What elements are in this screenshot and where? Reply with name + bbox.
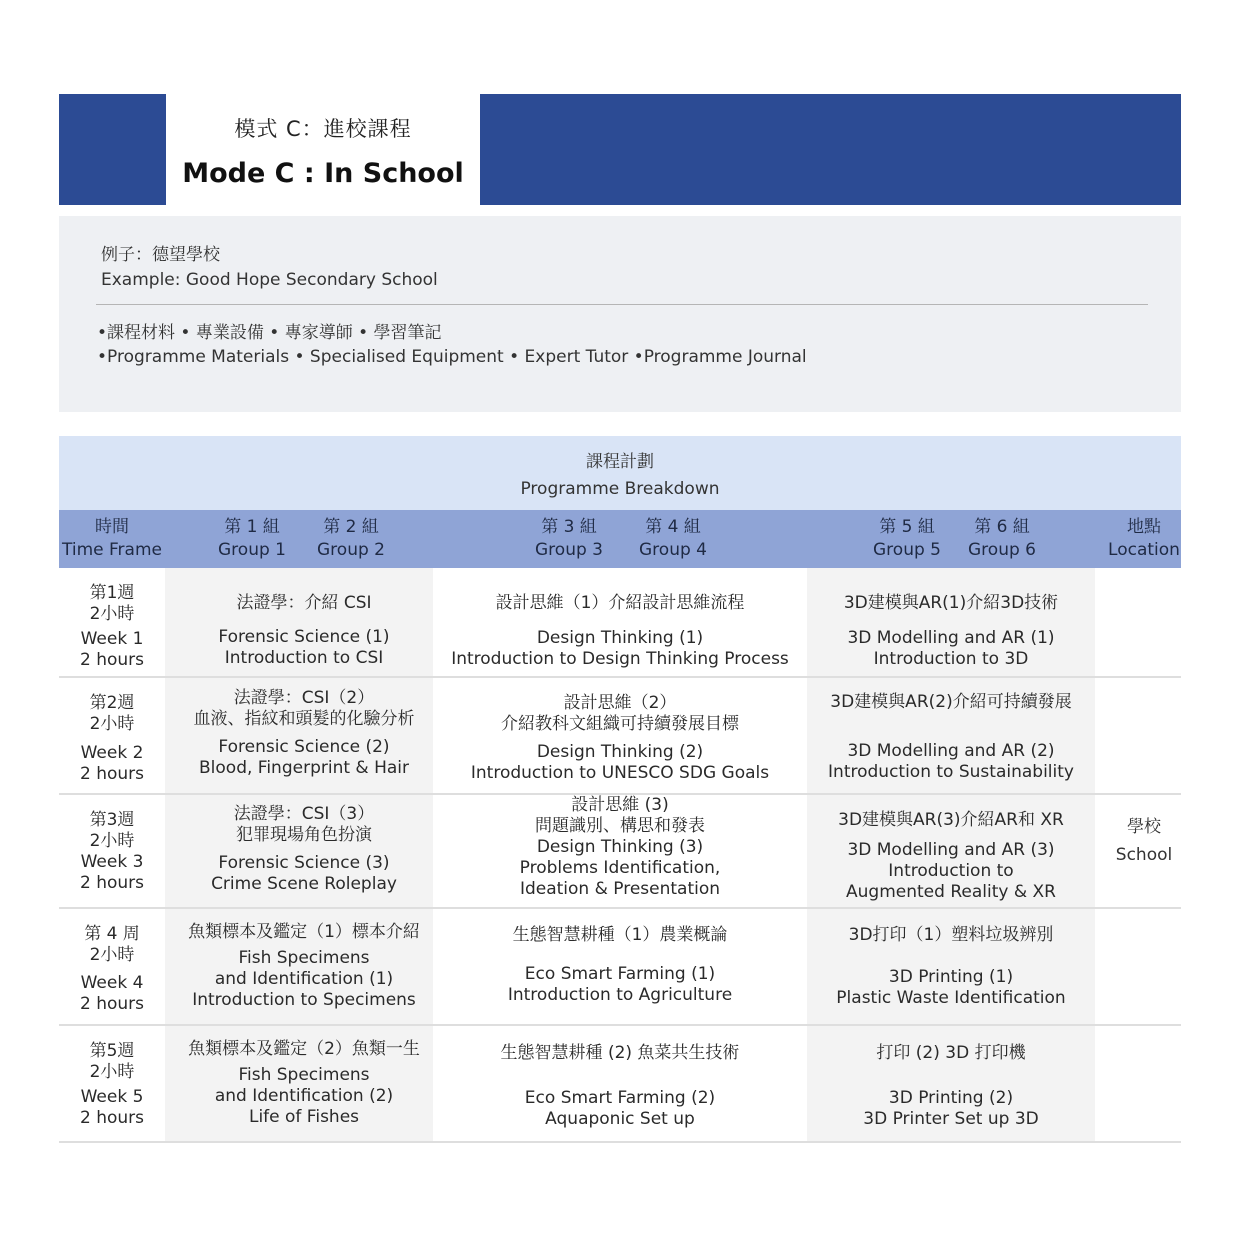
session-3d-3 — [807, 810, 1095, 903]
session-title-en-2: and Identification (2) — [214, 1086, 394, 1106]
session-subtitle-en: Aquaponic Set up — [545, 1109, 695, 1129]
session-spacer — [434, 614, 806, 628]
col-location — [1100, 516, 1188, 562]
session-fish-1 — [165, 922, 443, 1011]
session-spacer — [434, 1064, 806, 1088]
session-title-zh: 魚類標本及鑑定（2）魚類一生 — [188, 1039, 420, 1059]
session-title-zh: 3D打印（1）塑料垃圾辨別 — [848, 925, 1054, 945]
col-location-en: Location — [1108, 540, 1180, 560]
session-subtitle-en: Life of Fishes — [248, 1107, 360, 1127]
col-group-3 — [528, 516, 610, 562]
col-group-4 — [632, 516, 714, 562]
session-title-en-2: and Identification (1) — [214, 969, 394, 989]
session-subtitle-en: Introduction to Sustainability — [828, 762, 1074, 782]
week-label-zh: 第2週 — [89, 693, 135, 713]
breakdown-title-zh: 課程計劃 — [586, 452, 654, 472]
session-printing-1 — [807, 925, 1095, 1009]
info-panel — [59, 216, 1181, 412]
session-title-en: Fish Specimens — [238, 1065, 370, 1085]
week-label-zh: 第5週 — [89, 1041, 135, 1061]
week-label-zh: 第3週 — [89, 810, 135, 830]
col-group-5-en: Group 5 — [873, 540, 941, 560]
week-label-en: Week 5 — [80, 1087, 144, 1107]
session-title-en: 3D Modelling and AR (3) — [847, 840, 1055, 860]
table-row-week-1 — [59, 583, 165, 671]
col-group-6 — [960, 516, 1044, 562]
session-subtitle-en: Blood, Fingerprint & Hair — [199, 758, 409, 778]
col-group-4-en: Group 4 — [639, 540, 707, 560]
example-en: Example: Good Hope Secondary School — [101, 270, 438, 290]
session-title-en: 3D Modelling and AR (1) — [847, 628, 1055, 648]
table-row-week-3 — [59, 810, 165, 894]
session-title-zh: 法證學：CSI（2） — [233, 688, 375, 708]
col-group-1-zh: 第 1 組 — [224, 517, 280, 537]
session-subtitle-en: Problems Identification, — [519, 858, 721, 878]
session-subtitle-en: Plastic Waste Identification — [836, 988, 1066, 1008]
col-group-4-zh: 第 4 組 — [645, 517, 701, 537]
session-subtitle-en: Introduction to 3D — [873, 649, 1029, 669]
table-row-week-4 — [59, 924, 165, 1015]
session-title-en: Fish Specimens — [238, 948, 370, 968]
session-subtitle-en: Introduction to Design Thinking Process — [451, 649, 789, 669]
session-design-2 — [434, 693, 806, 784]
session-title-en: 3D Printing (2) — [888, 1088, 1014, 1108]
col-group-2-zh: 第 2 組 — [323, 517, 379, 537]
hours-label-zh: 2小時 — [89, 831, 135, 851]
session-title-en: Forensic Science (1) — [218, 627, 390, 647]
session-title-en: Eco Smart Farming (2) — [524, 1088, 716, 1108]
breakdown-title-en: Programme Breakdown — [520, 479, 720, 499]
col-group-5 — [865, 516, 949, 562]
session-title-zh: 法證學：介紹 CSI — [236, 593, 372, 613]
session-subtitle-en: Introduction to Agriculture — [507, 985, 733, 1005]
session-spacer — [807, 1064, 1095, 1088]
hours-label-zh: 2小時 — [89, 714, 135, 734]
session-spacer — [165, 614, 443, 627]
session-title-en: Forensic Science (3) — [218, 853, 390, 873]
session-subtitle-en: Introduction to Specimens — [192, 990, 416, 1010]
session-fish-2 — [165, 1039, 443, 1128]
hours-label-en: 2 hours — [79, 873, 144, 893]
table-row-week-5 — [59, 1041, 165, 1129]
week-label-en: Week 1 — [80, 629, 144, 649]
session-subtitle-zh: 問題識別、構思和發表 — [535, 816, 705, 836]
session-title-zh: 魚類標本及鑑定（1）標本介紹 — [188, 922, 420, 942]
col-time-frame — [59, 516, 165, 562]
session-farming-1 — [434, 925, 806, 1006]
divider — [96, 304, 1148, 305]
col-group-3-en: Group 3 — [535, 540, 603, 560]
hours-label-zh: 2小時 — [89, 945, 135, 965]
session-title-zh: 法證學：CSI（3） — [233, 804, 375, 824]
col-group-2-en: Group 2 — [317, 540, 385, 560]
session-title-zh: 設計思維（2） — [563, 693, 677, 713]
week-label-en: Week 3 — [80, 852, 144, 872]
row-divider — [59, 676, 1181, 678]
header-accent-left — [59, 94, 166, 205]
session-title-zh: 設計思維 (3) — [571, 795, 669, 815]
session-design-1 — [434, 593, 806, 670]
row-divider — [59, 1024, 1181, 1026]
session-3d-2 — [807, 692, 1095, 783]
table-row-week-2 — [59, 693, 165, 785]
session-title-en: 3D Modelling and AR (2) — [847, 741, 1055, 761]
session-farming-2 — [434, 1043, 806, 1130]
session-title-en: Design Thinking (3) — [536, 837, 704, 857]
hours-label-en: 2 hours — [79, 764, 144, 784]
session-spacer — [434, 946, 806, 964]
session-title-zh: 生態智慧耕種 (2) 魚菜共生技術 — [500, 1043, 740, 1063]
session-title-en: 3D Printing (1) — [888, 967, 1014, 987]
session-title-en: Eco Smart Farming (1) — [524, 964, 716, 984]
week-label-en: Week 2 — [80, 743, 144, 763]
session-subtitle-en: Introduction to CSI — [224, 648, 384, 668]
session-printing-2 — [807, 1043, 1095, 1130]
session-title-zh: 設計思維（1）介紹設計思維流程 — [495, 593, 745, 613]
session-spacer — [807, 713, 1095, 741]
session-title-en: Forensic Science (2) — [218, 737, 390, 757]
location-cell — [1100, 813, 1188, 869]
included-items-en: •Programme Materials • Specialised Equipment • Expert Tutor •Programme Journal — [97, 347, 807, 367]
hours-label-zh: 2小時 — [89, 1062, 135, 1082]
col-time-zh: 時間 — [95, 517, 129, 537]
col-group-6-en: Group 6 — [968, 540, 1036, 560]
page-title-zh: 模式 C：進校課程 — [234, 117, 412, 141]
session-subtitle-en: 3D Printer Set up 3D — [863, 1109, 1039, 1129]
week-label-en: Week 4 — [80, 973, 144, 993]
col-location-zh: 地點 — [1127, 517, 1161, 537]
session-subtitle-zh: 血液、指紋和頭髮的化驗分析 — [193, 709, 415, 729]
example-zh: 例子：德望學校 — [101, 245, 220, 265]
session-subtitle-en: Crime Scene Roleplay — [211, 874, 397, 894]
hours-label-zh: 2小時 — [89, 604, 135, 624]
session-title-zh: 生態智慧耕種（1）農業概論 — [512, 925, 728, 945]
hours-label-en: 2 hours — [79, 650, 144, 670]
hours-label-en: 2 hours — [79, 994, 144, 1014]
session-title-en: Design Thinking (1) — [536, 628, 704, 648]
week-label-zh: 第 4 周 — [84, 924, 140, 944]
header-accent-right — [480, 94, 1181, 205]
col-group-1 — [212, 516, 292, 562]
col-group-5-zh: 第 5 組 — [879, 517, 935, 537]
session-title-zh: 3D建模與AR(3)介紹AR和 XR — [838, 810, 1064, 830]
session-subtitle-en: Introduction to UNESCO SDG Goals — [470, 763, 770, 783]
page-title-en: Mode C : In School — [182, 158, 464, 189]
session-subtitle-zh: 介紹教科文組織可持續發展目標 — [501, 714, 739, 734]
session-title-zh: 3D建模與AR(1)介紹3D技術 — [843, 593, 1059, 613]
hours-label-en: 2 hours — [79, 1108, 144, 1128]
col-group-6-zh: 第 6 組 — [974, 517, 1030, 537]
col-time-en: Time Frame — [62, 540, 162, 560]
col-group-1-en: Group 1 — [218, 540, 286, 560]
location-en: School — [1115, 845, 1173, 865]
session-forensic-2 — [165, 688, 443, 779]
session-design-3 — [434, 795, 806, 900]
col-group-3-zh: 第 3 組 — [541, 517, 597, 537]
session-forensic-1 — [165, 593, 443, 669]
session-subtitle-zh: 犯罪現場角色扮演 — [236, 825, 372, 845]
session-subtitle-en-2: Ideation & Presentation — [519, 879, 721, 899]
location-zh: 學校 — [1127, 817, 1161, 837]
row-divider — [59, 1141, 1181, 1143]
session-title-zh: 3D建模與AR(2)介紹可持續發展 — [830, 692, 1072, 712]
col-group-2 — [310, 516, 392, 562]
session-spacer — [807, 614, 1095, 628]
row-divider — [59, 907, 1181, 909]
included-items-zh: •課程材料 • 專業設備 • 專家導師 • 學習筆記 — [97, 323, 442, 343]
session-title-zh: 打印 (2) 3D 打印機 — [876, 1043, 1026, 1063]
session-subtitle-en-2: Augmented Reality & XR — [846, 882, 1056, 902]
session-forensic-3 — [165, 804, 443, 895]
session-3d-1 — [807, 593, 1095, 670]
session-spacer — [807, 946, 1095, 967]
session-title-en: Design Thinking (2) — [536, 742, 704, 762]
week-label-zh: 第1週 — [89, 583, 135, 603]
session-subtitle-en: Introduction to — [888, 861, 1014, 881]
